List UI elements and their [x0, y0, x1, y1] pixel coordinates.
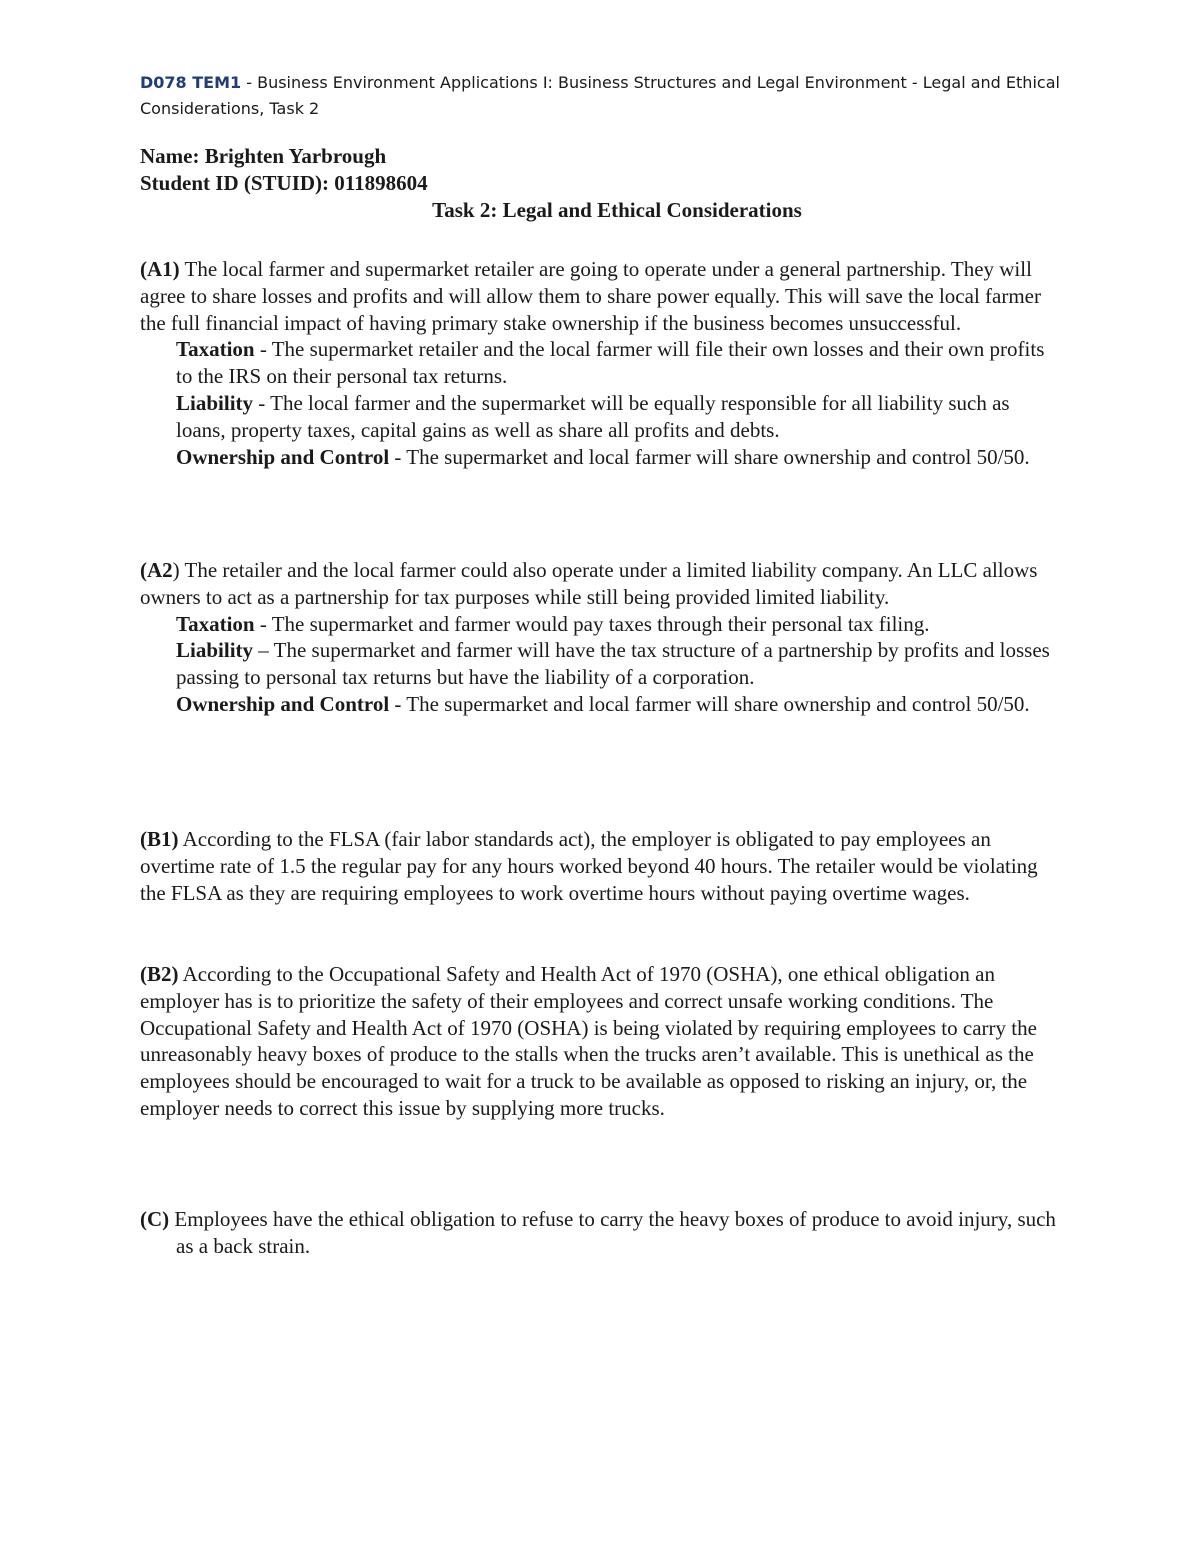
- section-b2: [140, 961, 1060, 1122]
- section-a2: [140, 557, 1060, 718]
- student-info: [140, 143, 1060, 223]
- course-title: - Business Environment Applications I: Business Structures and Legal Environment - Legal and Ethical Considerations, Task 2: [140, 73, 1060, 118]
- a1-ownership: [140, 444, 1060, 471]
- a2-ownership-text: - The supermarket and local farmer will share ownership and control 50/50.: [389, 691, 1030, 716]
- a1-liability: [140, 390, 1060, 444]
- section-a1: [140, 256, 1060, 470]
- a1-ownership-text: - The supermarket and local farmer will share ownership and control 50/50.: [389, 444, 1030, 469]
- a1-liability-text: - The local farmer and the supermarket will be equally responsible for all liability such as loans, property taxes, capital gains as well as share all profits and debts.: [176, 390, 1010, 442]
- a1-ownership-label: Ownership and Control: [176, 444, 390, 469]
- b1-paragraph: [140, 826, 1060, 906]
- b2-paragraph: [140, 961, 1060, 1122]
- b1-text: According to the FLSA (fair labor standards act), the employer is obligated to pay employees an overtime rate of 1.5 the regular pay for any hours worked beyond 40 hours. The retailer would be violating the FLSA as they are requiring employees to work overtime hours without paying overtime wages.: [140, 827, 1038, 905]
- a2-taxation-label: Taxation: [176, 611, 255, 636]
- a2-intro: ) The retailer and the local farmer could also operate under a limited liability company. An LLC allows owners to act as a partnership for tax purposes while still being provided limited liability.: [140, 558, 1038, 609]
- section-b1: [140, 826, 1060, 906]
- b1-tag: (B1): [140, 827, 179, 851]
- a2-tag: (A2: [140, 558, 173, 582]
- a1-intro: The local farmer and supermarket retailer are going to operate under a general partnership. They will agree to share losses and profits and will allow them to share power equally. This will save the local farmer the full financial impact of having primary stake ownership if the business becomes unsuccessful.: [140, 257, 1041, 335]
- b2-text: According to the Occupational Safety and Health Act of 1970 (OSHA), one ethical obligation an employer has is to prioritize the safety of their employees and correct unsafe working conditions. The Occupational Safety and Health Act of 1970 (OSHA) is being violated by requiring employees to carry the unreasonably heavy boxes of produce to the stalls when the trucks aren’t available. This is unethical as the employees should be encouraged to wait for a truck to be available as opposed to risking an injury, or, the employer needs to correct this issue by supplying more trucks.: [140, 962, 1037, 1120]
- c-text: Employees have the ethical obligation to refuse to carry the heavy boxes of produce to avoid injury, such as a back strain.: [169, 1207, 1056, 1258]
- a2-ownership: [140, 691, 1060, 718]
- a2-liability-label: Liability: [176, 638, 254, 663]
- document-header: [140, 70, 1060, 122]
- a2-taxation-text: - The supermarket and farmer would pay taxes through their personal tax filing.: [254, 611, 930, 636]
- a2-ownership-label: Ownership and Control: [176, 691, 390, 716]
- section-c: [140, 1206, 1060, 1260]
- task-title: Task 2: Legal and Ethical Considerations: [432, 197, 802, 222]
- b2-tag: (B2): [140, 962, 179, 986]
- a1-liability-label: Liability: [176, 390, 254, 415]
- student-name: Name: Brighten Yarbrough: [140, 144, 387, 168]
- course-code: D078 TEM1: [140, 73, 242, 92]
- a1-taxation-label: Taxation: [176, 337, 255, 362]
- a1-taxation-text: - The supermarket retailer and the local farmer will file their own losses and their own profits to the IRS on their personal tax returns.: [176, 337, 1045, 389]
- a2-liability-text: – The supermarket and farmer will have the tax structure of a partnership by profits and losses passing to personal tax returns but have the liability of a corporation.: [176, 638, 1050, 690]
- c-tag: (C): [140, 1207, 170, 1231]
- a1-taxation: [140, 336, 1060, 390]
- a2-liability: [140, 637, 1060, 691]
- student-id: Student ID (STUID): 011898604: [140, 170, 428, 195]
- c-paragraph: [140, 1206, 1060, 1260]
- a2-taxation: [140, 611, 1060, 638]
- a1-tag: (A1): [140, 257, 180, 281]
- a2-paragraph: [140, 557, 1060, 611]
- a1-paragraph: [140, 256, 1060, 336]
